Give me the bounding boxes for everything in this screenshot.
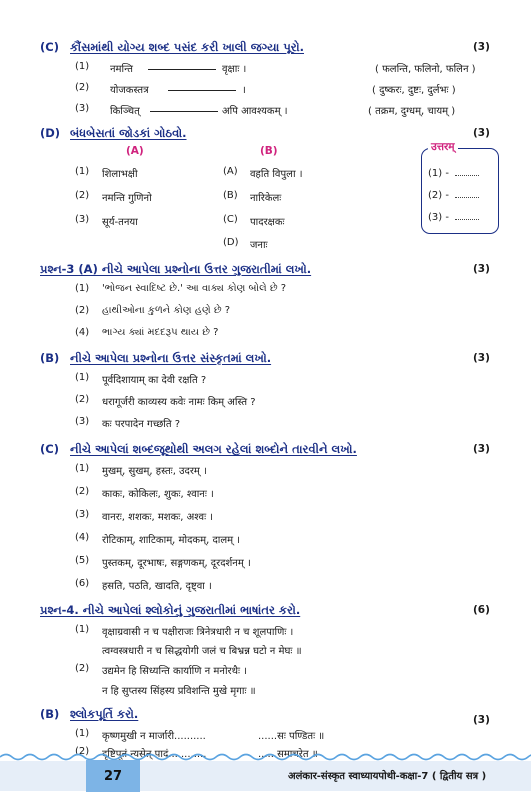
q3c-item-text: वानरः, शशकः, मशकः, अश्वः । [102, 512, 214, 523]
q3c-title: નીચે આપેલાં શબ્દજૂથોથી અલગ રહેલાં શબ્દોને તારવીને લખો. [70, 442, 357, 456]
q3c-label: (C) [40, 442, 59, 456]
q4-marks: (6) [473, 604, 490, 616]
c3-item-options: ( तक्रम, दुग्धम्, चायम् ) [368, 106, 456, 117]
c1-item-pre: नमन्ति [110, 64, 133, 75]
match-right-text: वहति विपुला । [250, 169, 303, 180]
section-c-label: (C) [40, 40, 59, 54]
match-right-text: पादरक्षकः [250, 217, 285, 228]
q3c-item-num: (2) [75, 486, 90, 497]
page-number: 27 [86, 760, 140, 792]
q3b-item-text: पूर्वदिशायाम् का देवी रक्षति ? [102, 375, 207, 386]
c3-item-pre: किञ्चित् [110, 106, 140, 117]
q4-verse-line: वृक्षाग्रवासी न च पक्षीराजः त्रिनेत्रधारी न च शूलपाणिः । [102, 627, 294, 638]
q4b-item-right: ......सः पण्डितः ॥ [258, 731, 325, 742]
q3b-label: (B) [40, 351, 60, 365]
q3c-item-num: (3) [75, 509, 90, 520]
answer-slot: (3) - [428, 212, 449, 223]
q3c-item-num: (4) [75, 532, 90, 543]
q3a-item-num: (4) [75, 327, 90, 338]
q3c-marks: (3) [473, 443, 490, 455]
column-b-heading: (B) [260, 145, 278, 157]
q3b-item-num: (2) [75, 394, 90, 405]
q3a-title: પ્રશ્ન-3 (A) નીચે આપેલા પ્રશ્નોના ઉત્તર ગુજરાતીમાં લખો. [40, 262, 312, 276]
q3b-item-text: कः परपादेन गच्छति ? [102, 419, 181, 430]
q4-verse-line: त्वग्वस्त्रधारी न च सिद्धयोगी जलं च बिभ्रन्न घटो न मेघः ॥ [102, 646, 302, 657]
match-left-num: (2) [75, 190, 90, 201]
q4-item-num: (2) [75, 663, 90, 674]
q4b-item-left: कृष्णमुखी न मार्जारी.......... [102, 731, 206, 742]
section-d-label: (D) [40, 126, 61, 140]
c2-item-num: (2) [75, 82, 90, 93]
match-left-text: नमन्ति गुणिनो [102, 193, 152, 204]
answer-slot-dots [455, 190, 479, 198]
q3a-item-num: (1) [75, 283, 90, 294]
c3-item-blank [150, 103, 218, 112]
q4b-marks: (3) [473, 714, 490, 726]
c3-item-num: (3) [75, 103, 90, 114]
q4b-label: (B) [40, 707, 60, 721]
q3c-item-num: (6) [75, 578, 90, 589]
section-c-marks: (3) [473, 41, 490, 53]
q3a-item-text: 'ભોજન સ્વાદિષ્ટ છે.' આ વાક્ય કોણ બોલે છે ? [102, 283, 287, 294]
c1-item-options: ( फलन्ति, फलिनो, फलिन ) [375, 64, 476, 75]
q4b-title: શ્લોકપૂર્તિ કરો. [70, 707, 139, 721]
q3c-item-text: हसति, पठति, खादति, दृष्ट्वा । [102, 581, 212, 592]
q3b-title: નીચે આપેલા પ્રશ્નોના ઉત્તર સંસ્કૃતમાં લખો. [70, 351, 272, 365]
answer-slot: (1) - [428, 168, 449, 179]
c2-item-pre: योजकस्तत्र [110, 85, 149, 96]
q4b-item-num: (1) [75, 728, 90, 739]
match-left-text: शिलाभक्षी [102, 169, 138, 180]
q3a-item-num: (2) [75, 305, 90, 316]
match-right-num: (C) [223, 214, 238, 225]
match-right-num: (A) [223, 166, 238, 177]
match-right-text: जनाः [250, 240, 268, 251]
q4-item-num: (1) [75, 624, 90, 635]
c2-item-blank [168, 82, 236, 91]
q3b-item-num: (3) [75, 416, 90, 427]
answer-slot-dots [455, 212, 479, 220]
match-left-num: (3) [75, 214, 90, 225]
q3c-item-text: काकः, कोकिलः, शुकः, श्वानः । [102, 489, 214, 500]
q4b-item-num: (2) [75, 746, 90, 757]
q3b-marks: (3) [473, 352, 490, 364]
match-left-text: सूर्य-तनया [102, 217, 138, 228]
q3a-item-text: હાથીઓના કુળને કોણ હણે છે ? [102, 305, 231, 316]
q3c-item-text: पुस्तकम्, दूरभाषः, सङ्गणकम्, दूरदर्शनम् । [102, 558, 251, 569]
match-left-num: (1) [75, 166, 90, 177]
q3c-item-text: रोटिकाम्, शाटिकाम्, मोदकम्, दालम् । [102, 535, 241, 546]
section-d-title: બંધબેસતાં જોડકાં ગોઠવો. [70, 126, 187, 140]
c2-item-post: । [242, 85, 246, 96]
q3c-item-text: मुखम्, सुखम्, हस्तः, उदरम् । [102, 466, 207, 477]
match-right-num: (B) [223, 190, 238, 201]
q3b-item-num: (1) [75, 372, 90, 383]
q4-verse-line: न हि सुप्तस्य सिंहस्य प्रविशन्ति मुखे मृगाः ॥ [102, 686, 256, 697]
section-d-marks: (3) [473, 127, 490, 139]
q3c-item-num: (1) [75, 463, 90, 474]
q3a-marks: (3) [473, 263, 490, 275]
c1-item-blank [148, 61, 216, 70]
footer-book-title: अलंकार-संस्कृत स्वाध्यायपोथी-कक्षा-7 ( द्वितीय सत्र ) [288, 771, 487, 782]
c2-item-options: ( दुष्करः, दुष्टः, दुर्लभः ) [372, 85, 456, 96]
column-a-heading: (A) [126, 145, 144, 157]
answer-slot: (2) - [428, 190, 449, 201]
answer-box-title: उत्तरम् [428, 140, 458, 154]
q4b-item-right: ......समाचरेत ॥ [258, 749, 318, 760]
q4b-item-left: दृष्टिपूतं न्यसेत् पादं............ [102, 749, 207, 760]
c1-item-post: वृक्षाः । [222, 64, 247, 75]
q4-verse-line: उद्यमेन हि सिध्यन्ति कार्याणि न मनोरथैः । [102, 666, 248, 677]
q3c-item-num: (5) [75, 555, 90, 566]
section-c-title: કૌંસમાંથી યોગ્ય શબ્દ પસંદ કરી ખાલી જગ્યા પૂરો. [70, 40, 304, 54]
match-right-num: (D) [223, 237, 239, 248]
q3b-item-text: धरागूर्जरी काव्यस्य कवेः नामः किम् अस्ति ? [102, 397, 256, 408]
answer-slot-dots [455, 168, 479, 176]
c1-item-num: (1) [75, 61, 90, 72]
c3-item-post: अपि आवश्यकम् । [222, 106, 288, 117]
match-right-text: नारिकेलः [250, 193, 282, 204]
q4-title: પ્રશ્ન-4. નીચે આપેલાં શ્લોકોનું ગુજરાતીમાં ભાષાંતર કરો. [40, 603, 301, 617]
q3a-item-text: ભાગ્ય ક્યાં મદદરૂપ થાય છે ? [102, 327, 219, 338]
